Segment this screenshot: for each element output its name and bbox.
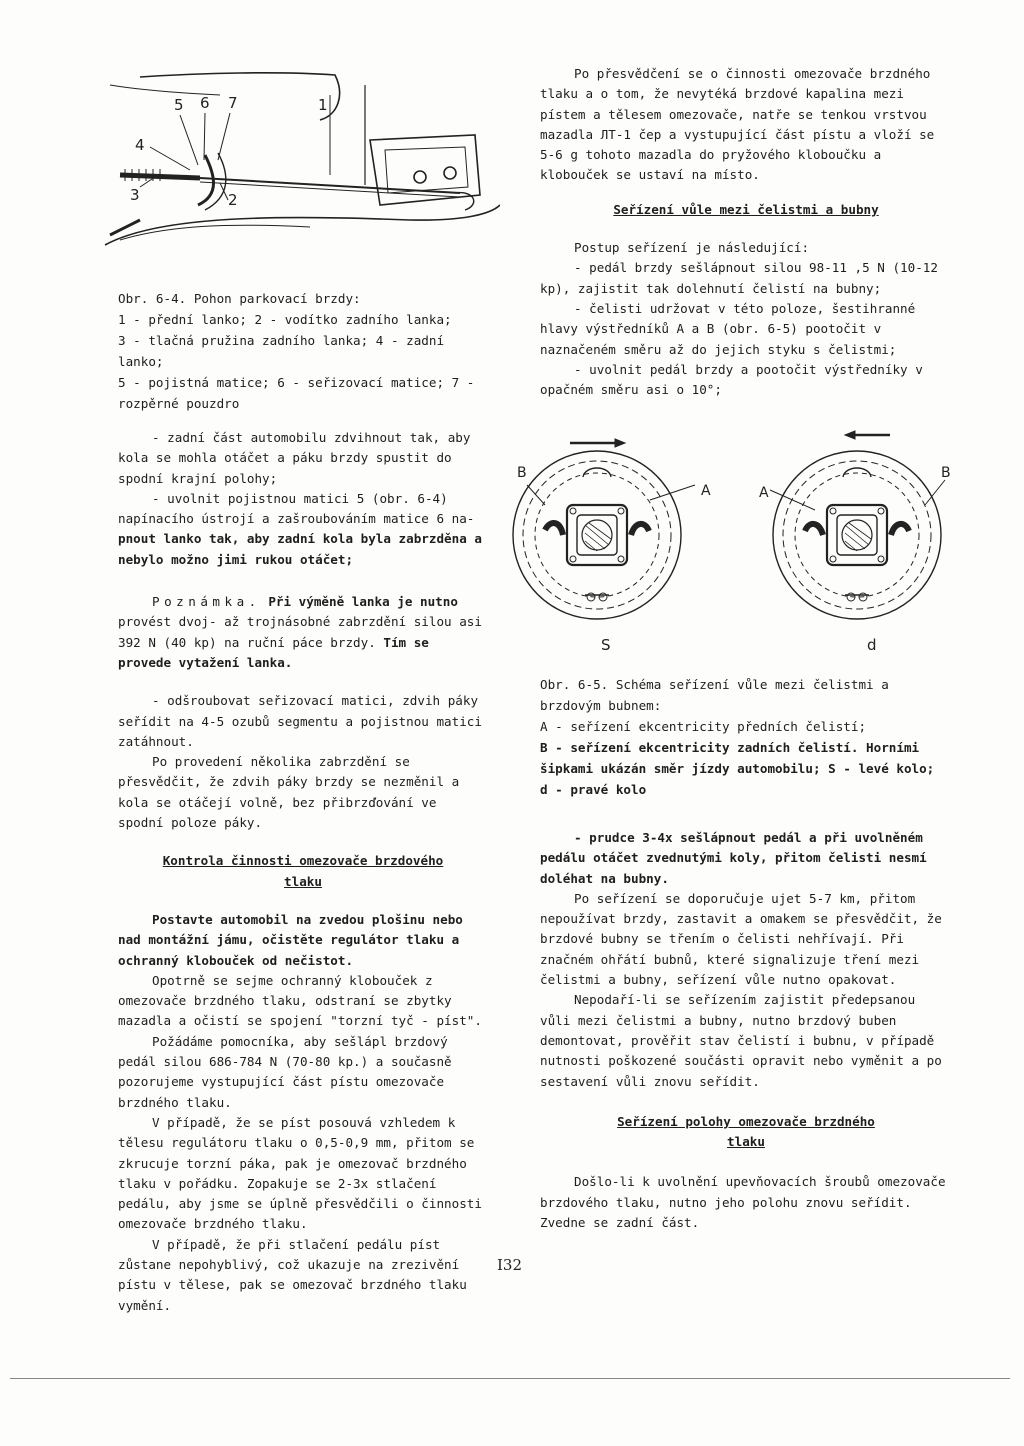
fig2-label-d: d	[867, 636, 877, 654]
fig1-label-2: 2	[228, 191, 238, 209]
paragraph: - odšroubovat seřizovací matici, zdvih páky seřídit na 4-5 ozubů segmentu a pojistnou matici zatáhnout.	[118, 693, 482, 749]
paragraph-bold: Postavte automobil na zvedou plošinu nebo nad montážní jámu, očistěte regulátor tlaku a ochranný klobouček od nečistot.	[118, 911, 463, 968]
fig1-caption-line: 3 - tlačná pružina zadního lanka; 4 - zadní lanko;	[118, 333, 445, 369]
paragraph: Požádáme pomocníka, aby sešlápl brzdový pedál silou 686-784 N (70-80 kp.) a současně pozorujeme vystupující část pístu omezovače brzdného tlaku.	[118, 1033, 452, 1110]
right-column-bottom	[540, 828, 952, 1233]
fig2-label-s: S	[601, 636, 611, 654]
fig1-label-4: 4	[135, 136, 145, 154]
left-column	[118, 428, 488, 1316]
fig1-label-5: 5	[174, 96, 184, 114]
divider-line	[10, 1378, 1010, 1379]
note-label: Poznámka.	[152, 594, 261, 610]
paragraph: V případě, že se píst posouvá vzhledem k tělesu regulátoru tlaku o 0,5-0,9 mm, přitom se zkrucuje torzní páka, pak je omezovač brzdného tlaku v pořádku. Zopakuje se 2-3x stlačení pedálu, aby jsme se úplně přesvědčili o činnosti omezovače brzdného tlaku.	[118, 1114, 482, 1232]
fig2-caption-line: A - seřízení ekcentricity předních čelistí;	[540, 719, 867, 734]
section-heading: Kontrola činnosti omezovače brzdového	[162, 853, 444, 869]
text-run-bold: Tím se provede vytažení lanka.	[118, 634, 429, 670]
section-heading: Seřízení polohy omezovače brzdného	[617, 1113, 875, 1129]
brake-drum-figure	[505, 425, 965, 655]
paragraph: - uvolnit pedál brzdy a pootočit výstředníky v opačném směru asi o 10°;	[540, 361, 923, 398]
text-run-bold: pnout lanko tak, aby zadní kola byla zabrzděna a nebylo možno jimi rukou otáčet;	[118, 531, 482, 567]
fig1-caption-line: rozpěrné pouzdro	[118, 396, 240, 411]
fig1-label-6: 6	[200, 94, 210, 112]
fig2-caption-line: Obr. 6-5. Schéma seřízení vůle mezi čelistmi a	[540, 677, 889, 692]
paragraph: Po seřízení se doporučuje ujet 5-7 km, přitom nepoužívat brzdy, zastavit a omakem se přesvědčit, že brzdové bubny se třením o čelisti nehřívají. Při značném ohřátí bubnů, které signalizuje tření mezi čelistmi a bubny, seřízení vůle nutno opakovat.	[540, 890, 942, 988]
paragraph: Postup seřízení je následující:	[574, 240, 810, 256]
paragraph: - pedál brzdy sešlápnout silou 98-11 ,5 N (10-12 kp), zajistit tak dolehnutí čelistí na bubny;	[540, 260, 938, 296]
paragraph-bold: - prudce 3-4x sešlápnout pedál a při uvolněném pedálu otáčet zvednutými koly, přitom čelisti nesmí doléhat na bubny.	[540, 830, 927, 886]
text-run-bold: Při výměně lanka je nutno	[268, 594, 458, 610]
fig1-label-1: 1	[318, 96, 328, 114]
fig2-label-a-right: A	[759, 485, 769, 501]
paragraph	[118, 489, 488, 570]
section-heading: tlaku	[284, 873, 322, 889]
paragraph: - čelisti udržovat v této poloze, šestihranné hlavy výstředníků A a B (obr. 6-5) pootočit v naznačeném směru až do jejich styku s čelistmi;	[540, 300, 916, 357]
right-column-top	[540, 64, 952, 400]
fig1-label-7: 7	[228, 94, 238, 112]
fig1-caption-line: 1 - přední lanko; 2 - vodítko zadního lanka;	[118, 312, 452, 327]
fig1-caption	[118, 288, 488, 414]
paragraph: Po provedení několika zabrzdění se přesvědčit, že zdvih páky brzdy se nezměnil a kola se otáčejí volně, bez přibrzďování ve spodní poloze páky.	[118, 754, 460, 831]
text-run: provést dvoj- až trojnásobné zabrzdění silou asi 392 N (40 kp) na ruční páce brzdy.	[118, 614, 482, 650]
parking-brake-figure	[80, 65, 500, 275]
note-paragraph	[118, 592, 488, 673]
fig2-label-a-left: A	[701, 483, 711, 499]
fig2-caption-line: B - seřízení ekcentricity zadních čelistí. Horními šipkami ukázán směr jízdy automobilu; S - levé kolo; d - pravé kolo	[540, 740, 935, 797]
paragraph: Opotrně se sejme ochranný klobouček z omezovače brzdného tlaku, odstraní se zbytky mazadla a očistí se spojení "torzní tyč - píst".	[118, 972, 482, 1029]
paragraph: V případě, že při stlačení pedálu píst zůstane nepohyblivý, což ukazuje na zrezivění pístu v tělese, pak se omezovač brzdného tlaku vymění.	[118, 1236, 467, 1313]
section-heading: Seřízení vůle mezi čelistmi a bubny	[613, 201, 879, 217]
fig2-caption	[540, 674, 940, 800]
paragraph: Nepodaří-li se seřízením zajistit předepsanou vůli mezi čelistmi a bubny, nutno brzdový buben demontovat, prověřit stav čelistí i bubnu, v případě nutnosti poškozené součásti opravit nebo vyměnit a po sestavení vůli znovu seřídit.	[540, 992, 942, 1089]
paragraph: Po přesvědčení se o činnosti omezovače brzdného tlaku a o tom, že nevytéká brzdové kapalina mezi pístem a tělesem omezovače, natře se tenkou vrstvou mazadla ЛТ-1 čep a vystupující část pístu a vloží se 5-6 g tohoto mazadla do pryžového kloboučku a klobouček se ustaví na místo.	[540, 66, 935, 183]
section-heading: tlaku	[727, 1134, 765, 1150]
page-number: I32	[497, 1256, 523, 1274]
fig2-caption-line: brzdovým bubnem:	[540, 698, 662, 713]
fig1-caption-line: 5 - pojistná matice; 6 - seřizovací matice; 7 -	[118, 375, 475, 390]
fig1-label-3: 3	[130, 186, 140, 204]
fig2-label-b-left: B	[517, 465, 527, 481]
text-run: - uvolnit pojistnou matici 5 (obr. 6-4) napínacího ústrojí a zašroubováním matice 6 na-	[118, 490, 475, 527]
paragraph: Došlo-li k uvolnění upevňovacích šroubů omezovače brzdového tlaku, nutno jeho polohu znovu seřídit. Zvedne se zadní část.	[540, 1174, 946, 1231]
fig1-caption-line: Obr. 6-4. Pohon parkovací brzdy:	[118, 291, 361, 306]
fig2-label-b-right: B	[941, 465, 951, 481]
paragraph: - zadní část automobilu zdvihnout tak, aby kola se mohla otáčet a páku brzdy spustit do spodní krajní polohy;	[118, 430, 471, 486]
